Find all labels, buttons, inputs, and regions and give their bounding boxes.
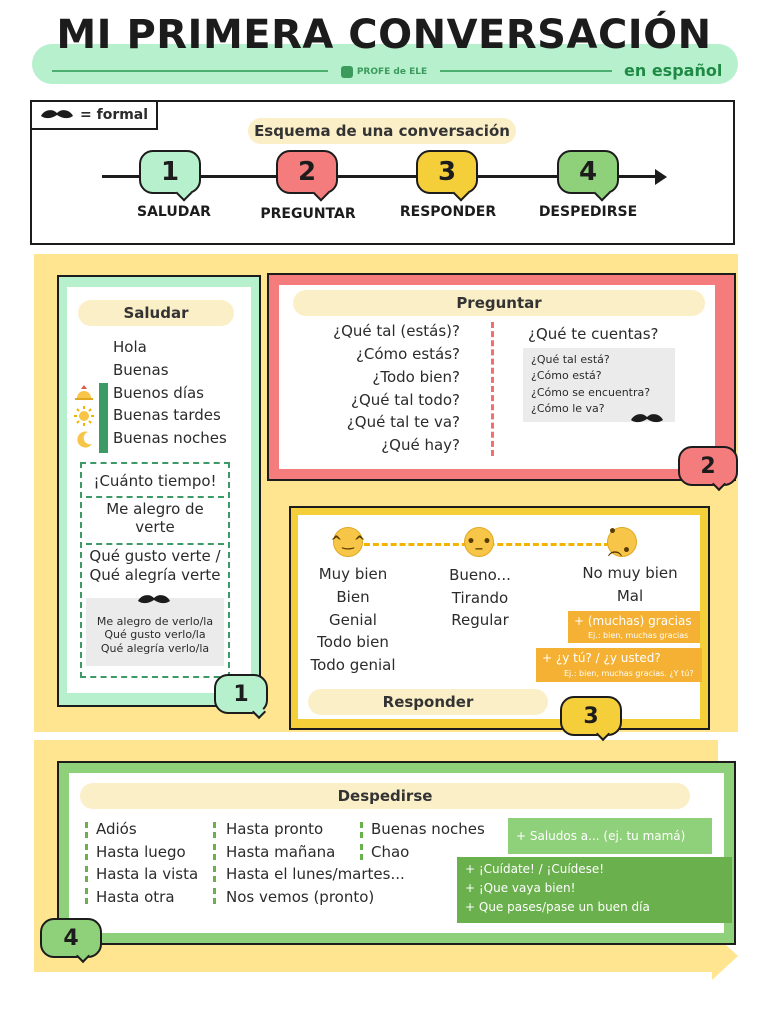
reunion-item: ¡Cuánto tiempo! <box>93 472 217 490</box>
despedirse-item: Nos vemos (pronto) <box>226 888 375 906</box>
preguntar-title: Preguntar <box>293 290 705 316</box>
formal-item: Me alegro de verlo/la <box>96 615 214 628</box>
time-of-day-bar <box>99 383 108 453</box>
despedirse-item: Hasta el lunes/martes... <box>226 865 405 883</box>
sunrise-icon <box>74 384 94 400</box>
title-underline-left <box>52 70 328 72</box>
formal-legend-label: = formal <box>80 107 149 123</box>
brand-icon <box>341 66 353 78</box>
preguntar-item: ¿Qué tal te va? <box>346 413 460 431</box>
despedirse-number-bubble: 4 <box>40 918 102 958</box>
saludar-item: Buenas noches <box>113 429 227 447</box>
extra-regards-text: + Saludos a... (ej. tu mamá) <box>516 829 686 843</box>
step-1 <box>139 150 201 194</box>
happy-face-icon: ^‿^ <box>333 527 363 557</box>
sad-face-icon: •︵• <box>607 527 637 557</box>
brand-logo <box>336 64 432 80</box>
timeline-arrow-icon <box>655 169 667 185</box>
brand-name: PROFE de ELE <box>356 67 428 77</box>
preguntar-item: ¿Todo bien? <box>372 368 460 386</box>
divider <box>86 543 224 545</box>
preguntar-item: ¿Qué hay? <box>381 436 460 454</box>
despedirse-item: Adiós <box>96 820 137 838</box>
schema-title: Esquema de una conversación <box>248 118 516 144</box>
responder-good: Todo genial <box>310 656 396 674</box>
mustache-icon <box>40 109 74 121</box>
despedirse-item: Buenas noches <box>371 820 485 838</box>
preguntar-item: ¿Cómo estás? <box>355 345 460 363</box>
saludar-title: Saludar <box>78 300 234 326</box>
formal-item: Qué gusto verlo/la <box>104 628 206 641</box>
reunion-item: Me alegro de <box>106 500 204 518</box>
despedirse-item: Hasta mañana <box>226 843 336 861</box>
despedirse-title: Despedirse <box>80 783 690 809</box>
step-2 <box>276 150 338 194</box>
formal-item: Qué alegría verlo/la <box>100 642 210 655</box>
responder-neutral: Bueno... <box>449 566 511 584</box>
responder-title: Responder <box>308 689 548 715</box>
formal-item: ¿Cómo le va? <box>531 402 605 415</box>
preguntar-number-bubble: 2 <box>678 446 738 486</box>
formal-item: ¿Cómo se encuentra? <box>531 386 651 399</box>
neutral-face-icon: •_• <box>464 527 494 557</box>
responder-extra-thanks <box>568 611 700 643</box>
step-1-label: SALUDAR <box>137 204 211 220</box>
bullet-mark <box>85 866 88 882</box>
responder-good: Todo bien <box>317 633 389 651</box>
reunion-item: Qué gusto verte / <box>89 547 221 565</box>
despedirse-item: Hasta otra <box>96 888 175 906</box>
preguntar-divider <box>491 322 494 456</box>
responder-neutral: Tirando <box>451 589 509 607</box>
responder-neutral: Regular <box>451 611 509 629</box>
extra-thanks-example: Ej.: bien, muchas gracias <box>588 631 689 640</box>
bullet-mark <box>213 866 216 882</box>
step-4-label: DESPEDIRSE <box>538 204 638 220</box>
despedirse-extra-regards <box>508 818 712 854</box>
bullet-mark <box>213 888 216 904</box>
step-1-bubble: 1 <box>139 150 201 194</box>
extra-wish: + Que pases/pase un buen día <box>465 900 650 914</box>
saludar-item: Buenos días <box>113 384 204 402</box>
step-2-label: PREGUNTAR <box>260 206 356 222</box>
extra-thanks-text: + (muchas) gracias <box>574 614 692 628</box>
saludar-item: Buenas tardes <box>113 406 221 424</box>
responder-good: Genial <box>329 611 377 629</box>
page-subtitle: en español <box>624 61 723 80</box>
reunion-item: verte <box>135 518 175 536</box>
extra-question-text: + ¿y tú? / ¿y usted? <box>542 651 661 665</box>
responder-good: Muy bien <box>318 565 388 583</box>
despedirse-item: Hasta luego <box>96 843 186 861</box>
moon-icon <box>76 430 94 448</box>
step-3 <box>416 150 478 194</box>
formal-item: ¿Cómo está? <box>531 369 602 382</box>
page-title: MI PRIMERA CONVERSACIÓN <box>56 12 712 58</box>
divider <box>86 496 224 498</box>
despedirse-item: Chao <box>371 843 410 861</box>
saludar-item: Hola <box>113 338 147 356</box>
bullet-mark <box>213 822 216 838</box>
preguntar-item: ¿Qué te cuentas? <box>528 325 659 343</box>
saludar-number-bubble: 1 <box>214 674 268 714</box>
responder-extra-question <box>536 648 702 682</box>
step-4-bubble: 4 <box>557 150 619 194</box>
extra-question-example: Ej.: bien, muchas gracias. ¿Y tú? <box>564 669 694 678</box>
despedirse-item: Hasta pronto <box>226 820 324 838</box>
sun-icon <box>74 406 94 426</box>
responder-bad: Mal <box>616 587 644 605</box>
step-4 <box>557 150 619 194</box>
bullet-mark <box>360 844 363 860</box>
responder-good: Bien <box>336 588 370 606</box>
preguntar-item: ¿Qué tal (estás)? <box>333 322 460 340</box>
mustache-icon <box>630 413 664 425</box>
formal-item: ¿Qué tal está? <box>531 353 610 366</box>
step-3-label: RESPONDER <box>399 204 497 220</box>
bullet-mark <box>85 888 88 904</box>
reunion-item: Qué alegría verte <box>89 566 221 584</box>
bullet-mark <box>213 844 216 860</box>
formal-legend <box>30 100 158 130</box>
responder-bad: No muy bien <box>582 564 678 582</box>
step-3-bubble: 3 <box>416 150 478 194</box>
preguntar-item: ¿Qué tal todo? <box>351 391 460 409</box>
responder-number-bubble: 3 <box>560 696 622 736</box>
bullet-mark <box>85 844 88 860</box>
despedirse-extra-wishes <box>457 857 732 923</box>
step-2-bubble: 2 <box>276 150 338 194</box>
saludar-item: Buenas <box>113 361 169 379</box>
bullet-mark <box>85 822 88 838</box>
mustache-icon <box>137 594 171 606</box>
bullet-mark <box>360 822 363 838</box>
extra-wish: + ¡Cuídate! / ¡Cuídese! <box>465 862 605 876</box>
extra-wish: + ¡Que vaya bien! <box>465 881 576 895</box>
title-underline-right <box>440 70 612 72</box>
despedirse-item: Hasta la vista <box>96 865 199 883</box>
